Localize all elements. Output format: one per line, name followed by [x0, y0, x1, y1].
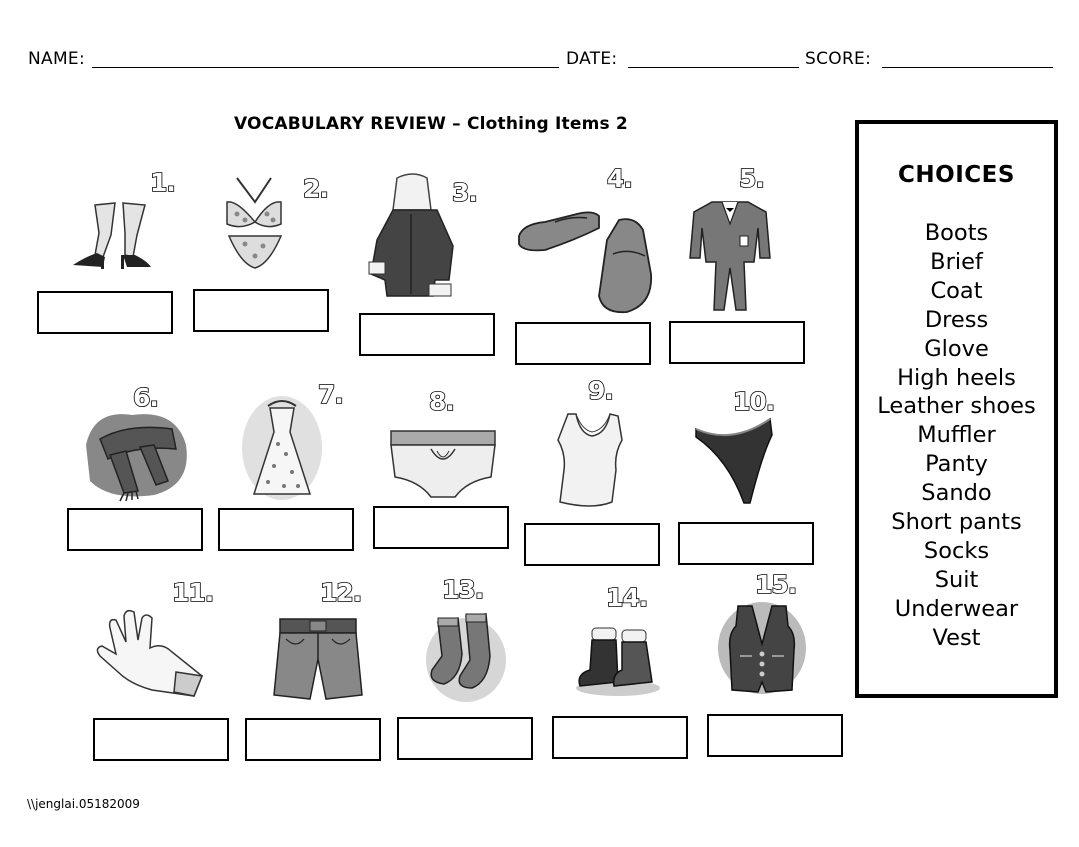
item-number: 9.: [588, 376, 613, 405]
item-number: 4.: [607, 164, 632, 193]
answer-box-7[interactable]: [218, 508, 354, 551]
choice-item: Brief: [930, 248, 983, 275]
choice-item: Coat: [930, 277, 983, 304]
item-number: 1.: [150, 168, 175, 197]
answer-box-10[interactable]: [678, 522, 814, 565]
answer-box-14[interactable]: [552, 716, 688, 759]
choice-item: Muffler: [917, 422, 996, 449]
bikini-icon: [215, 172, 295, 277]
date-line[interactable]: [628, 67, 799, 68]
coat-icon: [365, 170, 465, 300]
choices-title: CHOICES: [898, 162, 1015, 188]
score-label: SCORE:: [805, 49, 872, 69]
choice-item: High heels: [897, 364, 1016, 391]
underwear-icon: [385, 425, 501, 501]
choice-item: Vest: [932, 624, 981, 651]
item-number: 7.: [318, 380, 343, 409]
sando-icon: [552, 410, 632, 512]
high-heels-icon: [65, 195, 165, 275]
item-number: 8.: [429, 387, 454, 416]
choice-item: Panty: [925, 451, 988, 478]
choice-item: Suit: [934, 566, 979, 593]
answer-box-12[interactable]: [245, 718, 381, 761]
answer-box-2[interactable]: [193, 289, 329, 332]
answer-box-1[interactable]: [37, 291, 173, 334]
choice-item: Dress: [924, 306, 989, 333]
suit-icon: [688, 198, 773, 313]
choice-item: Glove: [924, 335, 989, 362]
item-number: 2.: [303, 174, 328, 203]
choice-item: Underwear: [894, 595, 1019, 622]
answer-box-8[interactable]: [373, 506, 509, 549]
short-pants-icon: [272, 615, 364, 703]
answer-box-13[interactable]: [397, 717, 533, 760]
dress-icon: [240, 392, 324, 502]
answer-box-9[interactable]: [524, 523, 660, 566]
leather-shoes-icon: [515, 200, 660, 318]
boots-icon: [574, 622, 662, 698]
item-number: 14.: [606, 583, 648, 612]
name-label: NAME:: [28, 49, 85, 69]
choice-item: Socks: [923, 537, 990, 564]
worksheet-header: [28, 47, 1053, 73]
item-number: 15.: [755, 570, 797, 599]
name-line[interactable]: [92, 67, 559, 68]
choice-item: Boots: [924, 220, 989, 246]
choices-list: [859, 219, 1054, 653]
item-number: 5.: [739, 164, 764, 193]
choices-panel: [855, 120, 1058, 698]
choice-item: Short pants: [891, 509, 1022, 536]
score-line[interactable]: [882, 67, 1053, 68]
answer-box-3[interactable]: [359, 313, 495, 356]
item-number: 3.: [452, 178, 477, 207]
glove-icon: [90, 608, 208, 700]
item-number: 10.: [733, 387, 775, 416]
answer-box-11[interactable]: [93, 718, 229, 761]
item-number: 11.: [172, 578, 214, 607]
footer-credit: \\jenglai.05182009: [27, 797, 140, 811]
date-label: DATE:: [566, 49, 618, 69]
panty-icon: [692, 415, 780, 507]
item-number: 12.: [320, 578, 362, 607]
choice-item: Sando: [921, 480, 992, 507]
answer-box-5[interactable]: [669, 321, 805, 364]
answer-box-6[interactable]: [67, 508, 203, 551]
answer-box-15[interactable]: [707, 714, 843, 757]
item-number: 6.: [133, 383, 158, 412]
muffler-icon: [80, 405, 192, 503]
item-number: 13.: [442, 575, 484, 604]
choice-item: Leather shoes: [877, 393, 1036, 420]
vest-icon: [716, 600, 808, 698]
answer-box-4[interactable]: [515, 322, 651, 365]
worksheet-title: VOCABULARY REVIEW – Clothing Items 2: [234, 114, 628, 134]
socks-icon: [424, 610, 508, 704]
